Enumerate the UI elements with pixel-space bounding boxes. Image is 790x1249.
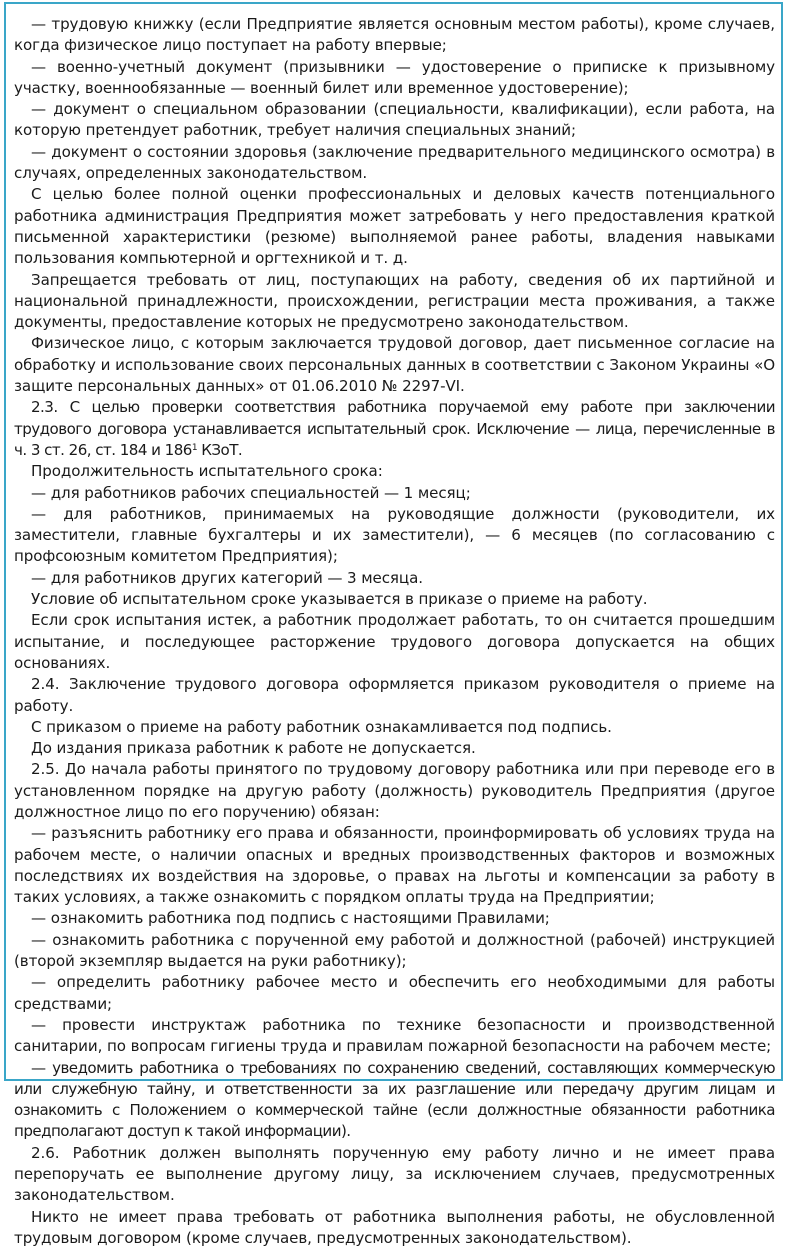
paragraph: — военно-учетный документ (призывники — удостоверение о приписке к призывному участку, военнообязанные — военный билет или временное удостоверение);	[14, 57, 775, 97]
footnote-mark: 1	[191, 442, 198, 453]
section-2-3-tail: КЗоТ.	[197, 440, 243, 459]
paragraph: — определить работнику рабочее место и обеспечить его необходимыми для работы средствами;	[14, 973, 775, 1013]
paragraph: — трудовую книжку (если Предприятие является основным местом работы), кроме случаев, когда физическое лицо поступает на работу впервые;	[14, 15, 775, 55]
paragraph-section-2-3	[14, 397, 775, 461]
paragraph: — разъяснить работнику его права и обязанности, проинформировать об условиях труда на рабочем месте, о наличии опасных и вредных производственных факторов и возможных последствиях их воздействия на здоровье, о правах на льготы и компенсации за работу в таких условиях, а также ознакомить с порядком оплаты труда на Предприятии;	[14, 824, 775, 907]
paragraph: — для работников рабочих специальностей — 1 месяц;	[31, 483, 471, 502]
paragraph: — для работников, принимаемых на руководящие должности (руководители, их заместители, главные бухгалтеры и их заместители), — 6 месяцев (по согласованию с профсоюзным комитетом Предприятия);	[14, 504, 775, 566]
paragraph: 2.5. До начала работы принятого по трудовому договору работника или при переводе его в установленном порядке на другую работу (должность) руководитель Предприятия (другое должностное лицо по его поручению) обязан:	[14, 760, 775, 821]
paragraph: Никто не имеет права требовать от работника выполнения работы, не обусловленной трудовым договором (кроме случаев, предусмотренных законодательством).	[14, 1207, 775, 1247]
paragraph: — ознакомить работника с порученной ему работой и должностной (рабочей) инструкцией (второй экземпляр выдается на руки работнику);	[14, 930, 775, 971]
paragraph: С целью более полной оценки профессиональных и деловых качеств потенциального работника администрация Предприятия может затребовать у него предоставления краткой письменной характеристики (резюме) выполняемой ранее работы, владения навыками пользования компьютерной и оргтехникой и т. д.	[14, 185, 775, 268]
paragraph: С приказом о приеме на работу работник ознакамливается под подпись.	[31, 717, 612, 736]
paragraph: Если срок испытания истек, а работник продолжает работать, то он считается прошедшим испытание, и последующее расторжение трудового договора допускается на общих основаниях.	[14, 611, 775, 672]
paragraph: Продолжительность испытательного срока:	[31, 462, 383, 481]
paragraph: Физическое лицо, с которым заключается трудовой договор, дает письменное согласие на обработку и использование своих персональных данных в соответствии с Законом Украины «О защите персональных данных» от 01.06.2010 № 2297-VI.	[14, 334, 775, 396]
paragraph: — документ о специальном образовании (специальности, квалификации), если работа, на которую претендует работник, требует наличия специальных знаний;	[14, 100, 775, 140]
paragraph: — провести инструктаж работника по технике безопасности и производственной санитарии, по вопросам гигиены труда и правилам пожарной безопасности на рабочем месте;	[14, 1015, 775, 1056]
paragraph: — для работников других категорий — 3 месяца.	[31, 568, 423, 587]
paragraph: Запрещается требовать от лиц, поступающих на работу, сведения об их партийной и национальной принадлежности, происхождении, регистрации места проживания, а также документы, предоставление которых не предусмотрено законодательством.	[14, 270, 775, 332]
paragraph: — уведомить работника о требованиях по сохранению сведений, составляющих коммерческую или служебную тайну, и ответственности за их разглашение или передачу другим лицам и ознакомить с Положением о коммерческой тайне (если должностные обязанности работника предполагают доступ к такой информации).	[14, 1058, 775, 1141]
paragraph: 2.4. Заключение трудового договора оформляется приказом руководителя о приеме на работу.	[14, 675, 775, 715]
document-body	[14, 14, 775, 1249]
section-2-3-text: 2.3. С целью проверки соответствия работника поручаемой ему работе при заключении трудового договора устанавливается испытательный срок. Исключение — лица, перечисленные в ч. 3 ст. 26, ст. 184 и 186	[14, 398, 775, 459]
paragraph: До издания приказа работник к работе не допускается.	[31, 739, 476, 758]
paragraph: — ознакомить работника под подпись с настоящими Правилами;	[31, 909, 550, 928]
paragraph: 2.6. Работник должен выполнять порученную ему работу лично и не имеет права перепоручать ее выполнение другому лицу, за исключением случаев, предусмотренных законодательством.	[14, 1143, 775, 1205]
paragraph: Условие об испытательном сроке указывается в приказе о приеме на работу.	[31, 590, 648, 609]
paragraph: — документ о состоянии здоровья (заключение предварительного медицинского осмотра) в случаях, определенных законодательством.	[14, 142, 775, 183]
